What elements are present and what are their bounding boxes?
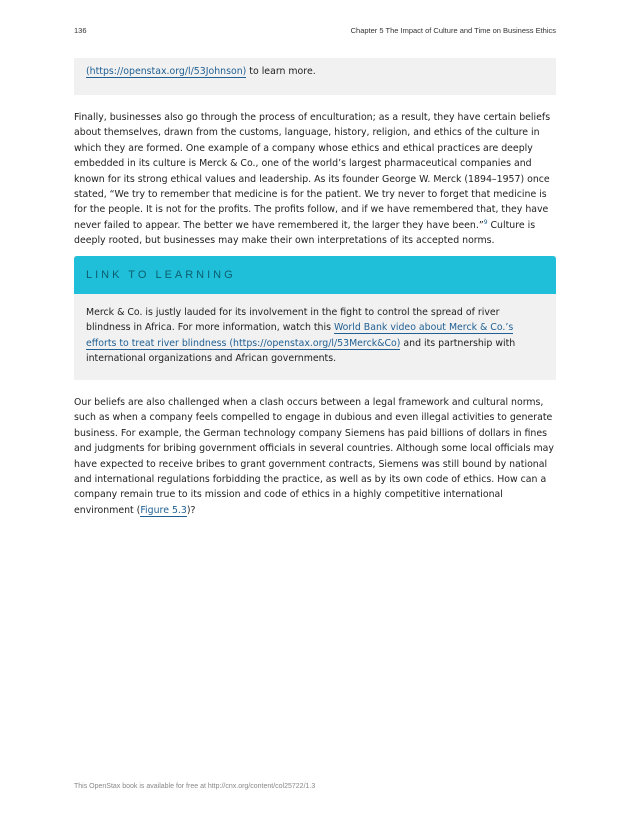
johnson-link[interactable]: (https://openstax.org/l/53Johnson) [86,66,247,77]
paragraph-legal-clash-text: Our beliefs are also challenged when a clash occurs between a legal framework and cultural norms, such as when a company feels compelled to engage in dubious and even illegal activities to generate business. For example, the German technology company Siemens has paid billions of dollars in fines and judgments for bribing government officials in several countries. Although some local officials may have expected to receive bribes to grant government contracts, Siemens was still bound by national and international regulations forbidding the practice, as well as by its own code of ethics. How can a company remain true to its mission and code of ethics in a highly competitive international environment ( [74,397,554,516]
chapter-title: Chapter 5 The Impact of Culture and Time on Business Ethics [350,26,556,35]
link-to-learning-box [74,256,556,380]
link-to-learning-body [86,305,546,367]
ltl-text-after: and its partnership with international organizations and African governments. [86,337,516,365]
link-to-learning-title: LINK TO LEARNING [86,269,236,281]
merck-video-link[interactable]: World Bank video about Merck & Co.’s efforts to treat river blindness (https://openstax.org/l/53Merck&Co) [86,322,514,349]
ltl-text-before: Merck & Co. is justly lauded for its involvement in the fight to control the spread of river blindness in Africa. For more information, watch this [86,307,500,334]
paragraph-legal-clash [74,395,557,518]
link-to-learning-header [74,256,556,294]
paragraph-enculturation-text: Finally, businesses also go through the process of enculturation; as a result, they have certain beliefs about themselves, drawn from the customs, language, history, religion, and ethics of the culture in which they are formed. One example of a company whose ethics and ethical practices are deeply embedded in its culture is Merck & Co., one of the world’s largest pharmaceutical companies and known for its strong ethical values and leadership. As its founder George W. Merck (1894–1957) once stated, “We try to remember that medicine is for the patient. We try never to forget that medicine is for the people. It is not for the profits. The profits follow, and if we have remembered that, they have never failed to appear. The better we have remembered it, the larger they have been.” [74,112,551,231]
feature-box-text [86,65,316,79]
paragraph-enculturation [74,110,557,249]
page-number: 136 [74,26,87,35]
paragraph-legal-clash-end: )? [186,504,196,516]
figure-link[interactable]: Figure 5.3 [140,504,187,516]
feature-box-after-text: to learn more. [246,66,316,77]
paragraph-enculturation-end: Culture is deeply rooted, but businesses may make their own interpretations of its accepted norms. [74,219,536,247]
page-footer: This OpenStax book is available for free at http://cnx.org/content/col25722/1.3 [74,783,316,790]
continued-feature-box [74,58,556,95]
footnote-reference[interactable]: 9 [483,218,488,226]
